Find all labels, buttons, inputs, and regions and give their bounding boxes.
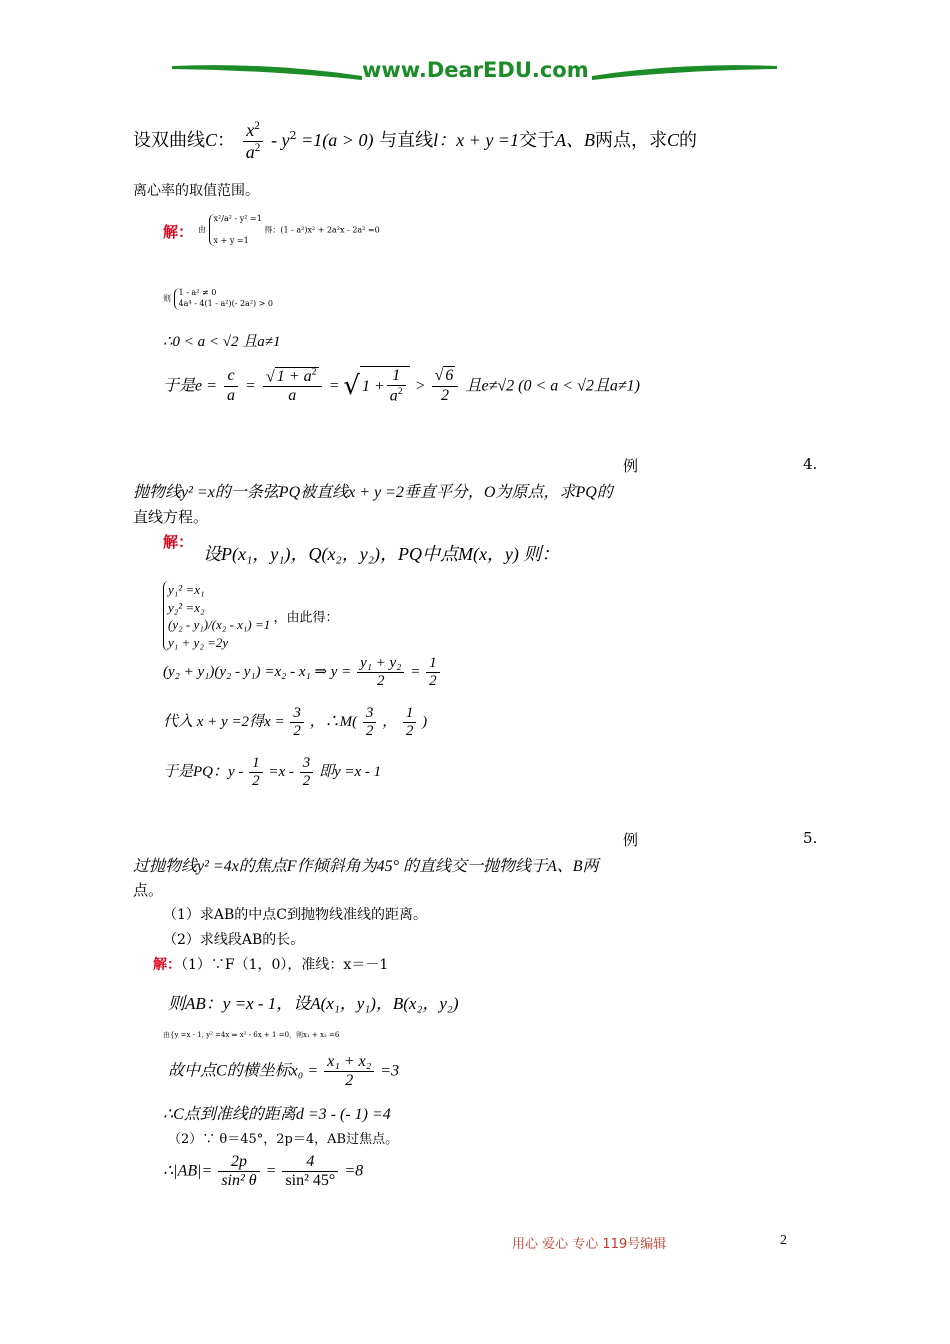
sol3-system: 由 x²/a² - y² =1 x + y =1 得：(1 - a²)x² + 2a²x - 2a² =0 [198, 214, 380, 245]
hyperbola-fraction: $\frac{x^2}{a^2}$ [243, 120, 264, 162]
sol5-distance: ∴C点到准线的距离d =3 - (- 1) =4 [163, 1106, 391, 1123]
ex5-number: 5. [803, 829, 818, 847]
sol5-small-system: 由{y =x - 1, y² =4x ⇒ x² - 6x + 1 =0，则x₁ + x₂ =6 [163, 1031, 340, 1039]
sol5-line-ab: 则AB：y =x - 1，设A(x₁，y₁)，B(x₂，y₂) [168, 994, 459, 1013]
ex4-number: 4. [803, 455, 818, 473]
sol3-label: 解： [163, 223, 194, 241]
ex5-line1: 过抛物线y² =4x的焦点F作倾斜角为45° 的直线交一抛物线于A、B两 [133, 858, 599, 875]
ex5-question1: （1）求AB的中点C到抛物线准线的距离。 [163, 907, 428, 923]
sol5-part2: （2）∵ θ＝45°，2p＝4，AB过焦点。 [168, 1132, 399, 1147]
sol3-conditions: 则 1 - a² ≠ 0 4a⁴ - 4(1 - a²)(- 2a²) > 0 [163, 288, 274, 308]
ex4-line2: 直线方程。 [133, 508, 209, 526]
problem3-line2: 离心率的取值范围。 [133, 183, 259, 199]
problem3-line1: 设双曲线C： $\frac{x^2}{a^2}$ - $y^2 =1(a > 0)$ 与直线l：x + y =1交于A、B两点，求C的 [133, 120, 697, 162]
ex4-line1: 抛物线y² =x的一条弦PQ被直线x + y =2垂直平分，O为原点，求PQ的 [133, 484, 613, 501]
sol3-result: 于是e = $\frac{c}{a}$ = $\frac{√ 1 + a^2}{a}$ = √ 1 + $\frac{1}{a^2}$ > $\frac{√ 6}{2}$ 且e≠√2 (0 < a < √2且a≠1) [163, 366, 640, 405]
page-number: 2 [780, 1233, 787, 1248]
ex5-label: 例 [623, 831, 639, 849]
header-swoosh-left [172, 60, 362, 84]
ex5-line2: 点。 [133, 881, 164, 899]
sol4-final: 于是PQ：y - $\frac{1}{2}$ =x - $\frac{3}{2}$ 即y =x - 1 [163, 755, 382, 790]
sol4-system: y₁² =x₁ y₂² =x₂ (y₂ - y₁)/(x₂ - x₁) =1 y₁ + y₂ =2y ，由此得： [163, 581, 339, 651]
header-swoosh-right [592, 60, 777, 84]
footer-text: 用心 爱心 专心 119号编辑 [512, 1237, 667, 1252]
sol5-midpoint: 故中点C的横坐标x₀ = $\frac{\text{x₁ + x₂}}{2}$ =3 [168, 1053, 400, 1090]
ex4-label: 例 [623, 457, 639, 475]
sol4-substitute: 代入 x + y =2得x = $\frac{3}{2}$ ，∴M( $\frac{3}{2}$ ， $\frac{1}{2}$ ) [163, 705, 428, 740]
sol4-derivation: (y₂ + y₁)(y₂ - y₁) =x₂ - x₁ ⇒ y = $\frac{\text{y₁ + y₂}}{2}$ = $\frac{1}{2}$ [163, 655, 442, 691]
sol3-range: ∴0 < a < √2 且a≠1 [163, 334, 281, 350]
sol5-length: ∴|AB|= $\frac{2p}{\text{sin² θ}}$ = $\frac{4}{\text{sin² 45°}}$ =8 [163, 1153, 364, 1190]
site-url: www.DearEDU.com [362, 58, 589, 82]
sol4-label: 解： [163, 533, 194, 551]
sol5-part1: 解：（1）∵F（1，0），准线：x＝－1 [153, 957, 389, 973]
ex5-question2: （2）求线段AB的长。 [163, 932, 305, 948]
sol4-setup: 设P(x₁，y₁)，Q(x₂，y₂)，PQ中点M(x，y) 则： [203, 544, 560, 564]
